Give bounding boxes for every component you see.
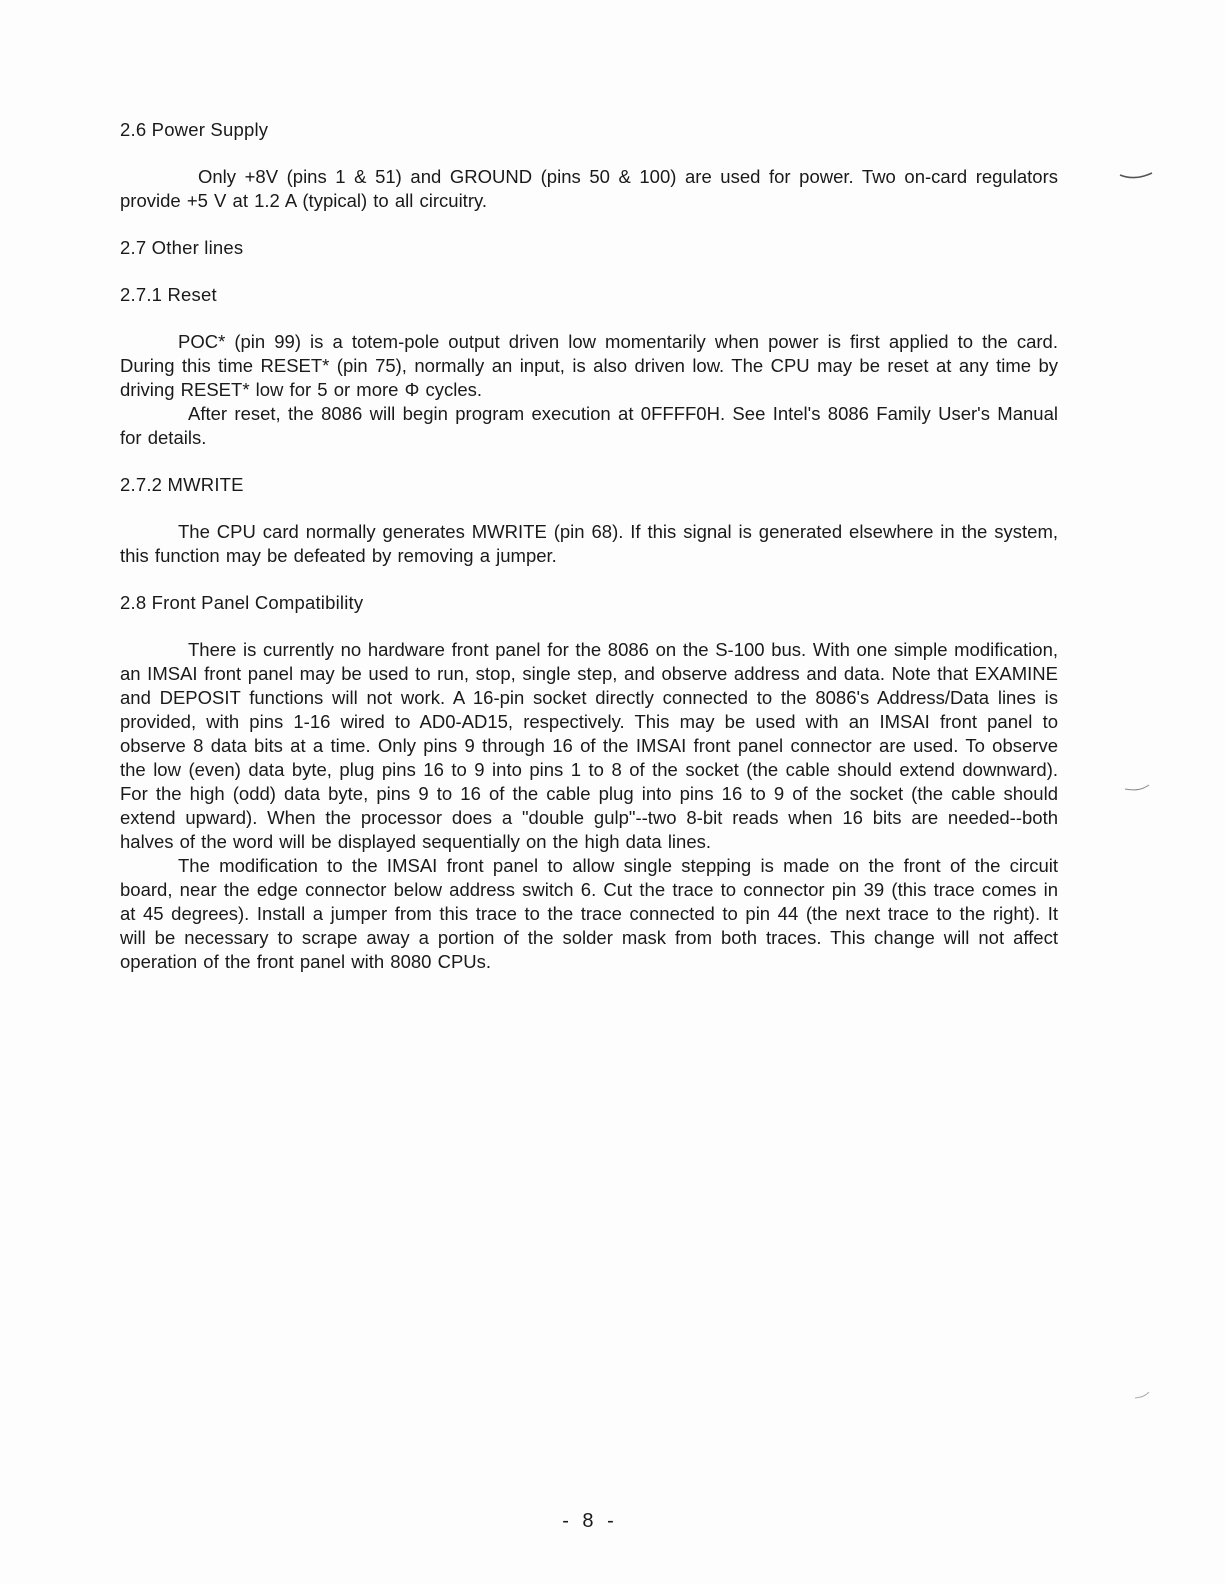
section-heading-mwrite: 2.7.2 MWRITE (120, 474, 244, 495)
paragraph-reset-after: After reset, the 8086 will begin program execution at 0FFFF0H. See Intel's 8086 Family User's Manual for details. (120, 403, 1058, 448)
paragraph-mwrite: The CPU card normally generates MWRITE (pin 68). If this signal is generated elsewhere in the system, this function may be defeated by removing a jumper. (120, 521, 1058, 566)
section-heading-front-panel: 2.8 Front Panel Compatibility (120, 592, 364, 613)
page-number: - 8 - (562, 1510, 618, 1532)
section-heading-reset: 2.7.1 Reset (120, 284, 217, 305)
scan-artifact-mark (1119, 784, 1153, 792)
section-heading-other-lines: 2.7 Other lines (120, 237, 244, 258)
paragraph-front-panel-overview: There is currently no hardware front panel for the 8086 on the S-100 bus. With one simple modification, an IMSAI front panel may be used to run, stop, single step, and observe address and data. Note that EXAMINE and DEPOSIT functions will not work. A 16-pin socket directly connected to the 8086's Address/Data lines is provided, with pins 1-16 wired to AD0-AD15, respectively. This may be used with an IMSAI front panel to observe 8 data bits at a time. Only pins 9 through 16 of the IMSAI front panel connector are used. To observe the low (even) data byte, plug pins 16 to 9 into pins 1 to 8 of the socket (the cable should extend downward). For the high (odd) data byte, pins 9 to 16 of the cable plug into pins 16 to 9 of the socket (the cable should extend upward). When the processor does a "double gulp"--two 8-bit reads when 16 bits are needed--both halves of the word will be displayed sequentially on the high data lines. (120, 639, 1058, 852)
paragraph-reset-poc: POC* (pin 99) is a totem-pole output driven low momentarily when power is first applied to the card. During this time RESET* (pin 75), normally an input, is also driven low. The CPU may be reset at any time by driving RESET* low for 5 or more Φ cycles. (120, 331, 1058, 400)
section-heading-power-supply: 2.6 Power Supply (120, 119, 269, 140)
document-body (120, 118, 1058, 974)
scan-artifact-mark (1119, 172, 1153, 180)
paragraph-front-panel-modification: The modification to the IMSAI front panel to allow single stepping is made on the front of the circuit board, near the edge connector below address switch 6. Cut the trace to connector pin 39 (this trace comes in at 45 degrees). Install a jumper from this trace to the trace connected to pin 44 (the next trace to the right). It will be necessary to scrape away a portion of the solder mask from both traces. This change will not affect operation of the front panel with 8080 CPUs. (120, 855, 1058, 972)
scan-artifact-mark (1119, 1392, 1153, 1400)
paragraph-power-supply: Only +8V (pins 1 & 51) and GROUND (pins 50 & 100) are used for power. Two on-card regulators provide +5 V at 1.2 A (typical) to all circuitry. (120, 166, 1058, 211)
